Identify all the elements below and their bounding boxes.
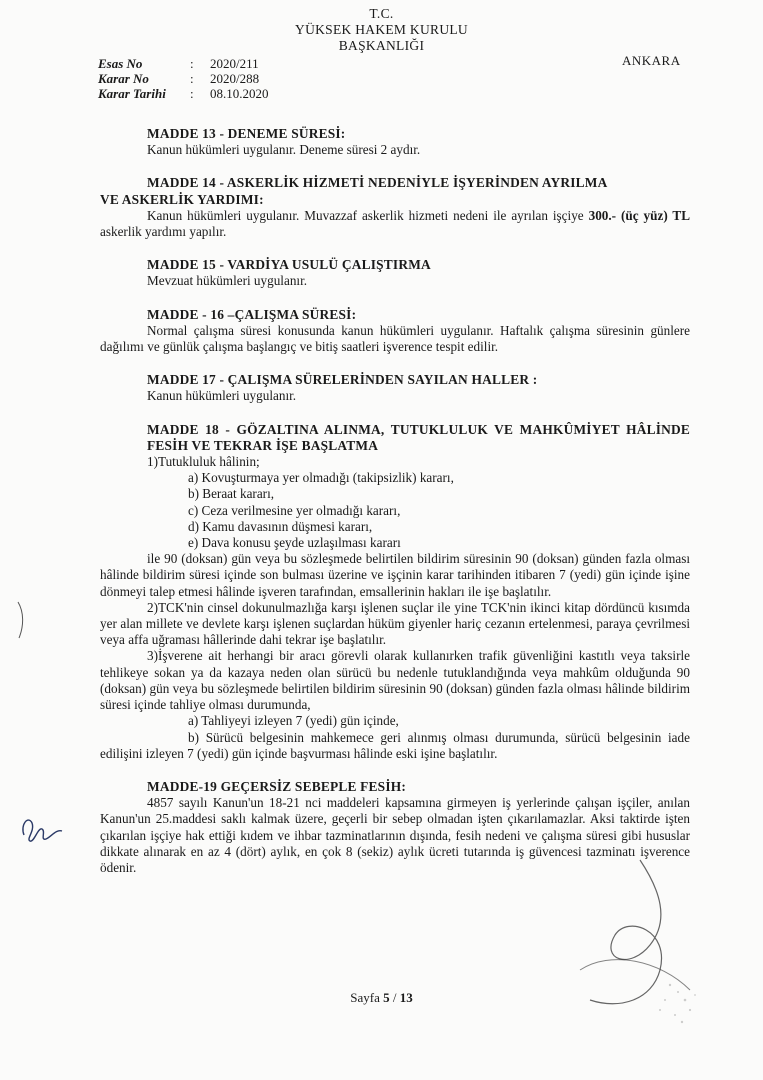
karar-row bbox=[98, 71, 269, 86]
article-18-p3-a: a) Tahliyeyi izleyen 7 (yedi) gün içinde, bbox=[188, 713, 399, 729]
city-label: ANKARA bbox=[622, 53, 681, 68]
article-14-text bbox=[100, 208, 690, 240]
article-17-title: MADDE 17 - ÇALIŞMA SÜRELERİNDEN SAYILAN HALLER : bbox=[147, 372, 538, 388]
colon: : bbox=[190, 86, 194, 101]
page-total: 13 bbox=[399, 990, 413, 1005]
article-18-items bbox=[100, 470, 690, 551]
list-item: c) Ceza verilmesine yer olmadığı kararı, bbox=[188, 502, 401, 518]
esas-row bbox=[98, 56, 269, 71]
header-institution: YÜKSEK HAKEM KURULU bbox=[295, 22, 468, 37]
article-19-title: MADDE-19 GEÇERSİZ SEBEPLE FESİH: bbox=[147, 778, 407, 794]
article-14-title-b: VE ASKERLİK YARDIMI: bbox=[100, 191, 264, 207]
article-14-text-a: Kanun hükümleri uygulanır. Muvazzaf askerlik hizmeti nedeni ile ayrılan işçiye bbox=[147, 207, 589, 223]
article-13-text: Kanun hükümleri uygulanır. Deneme süresi 2 aydır. bbox=[147, 142, 421, 158]
case-meta bbox=[98, 56, 269, 101]
esas-label: Esas No bbox=[98, 56, 143, 71]
article-18-p1-rest: ile 90 (doksan) gün veya bu sözleşmede belirtilen bildirim süresinin 90 (doksan) günden fazla olması hâlinde bildirim süresi içinde son bulması üzerine ve işçinin karar tarihinden itibaren 7 (yedi) gün içinde işine dönmeyi talep etmesi hâlinde işveren tarafından, emsallerinin hakları ile işe başlatılır. bbox=[100, 551, 690, 599]
header-presidency: BAŞKANLIĞI bbox=[338, 38, 425, 53]
article-17-text: Kanun hükümleri uygulanır. bbox=[147, 388, 297, 404]
article-15-title: MADDE 15 - VARDİYA USULÜ ÇALIŞTIRMA bbox=[147, 257, 431, 273]
article-14-amount-words: (üç yüz) TL bbox=[621, 207, 691, 223]
article-18-p2: 2)TCK'nin cinsel dokunulmazlığa karşı işlenen suçlar ile yine TCK'nin ikinci kitap dördüncü kısımda yer alan millete ve devlete karşı işlenen suçlardan hüküm giyenler hariç cezanın ertelenmesi, paraya çevrilmesi veya affa uğraması hâllerinde dahi tekrar işe başlatılır. bbox=[100, 599, 690, 648]
article-18-p3: 3)İşverene ait herhangi bir aracı görevli olarak kullanırken trafik güvenliğini kastıtlı veya taksirle tehlikeye sokan ya da kazaya neden olan sürücü bu nedenle tutuklandığında veya mahkûm olduğunda 90 (doksan) gün veya bu sözleşmede belirtilen bildirim süresinin 90 (doksan) günden fazla olması hâlinde bildirim süresi içinde tahliye olması durumunda, bbox=[100, 648, 690, 713]
article-14-amount: 300.- bbox=[588, 207, 617, 223]
initial-signature-icon bbox=[18, 805, 66, 849]
tarih-label: Karar Tarihi bbox=[98, 86, 166, 101]
article-15-text: Mevzuat hükümleri uygulanır. bbox=[147, 273, 308, 289]
article-19-text: 4857 sayılı Kanun'un 18-21 nci maddeleri kapsamına girmeyen iş yerlerinde çalışan işçiler, anılan Kanun'un 25.maddesi saklı kalmak üzere, geçerli bir sebep olmadan işten çıkarılamazlar. Aksi taktirde işten çıkarılan işçiye hak ettiği kıdem ve ihbar tazminatlarının dışında, fesih nedeni ve çalışma süresi gibi hususlar dikkate alınarak en az 4 (dört) aylık, en çok 8 (sekiz) aylık ücreti tutarında iş güvencesi tazminatı işverence ödenir. bbox=[100, 795, 690, 875]
list-item: b) Beraat kararı, bbox=[188, 486, 275, 502]
list-item: e) Dava konusu şeyde uzlaşılması kararı bbox=[188, 535, 401, 551]
article-14-text-b: askerlik yardımı yapılır. bbox=[100, 224, 227, 240]
karar-label: Karar No bbox=[98, 71, 149, 86]
tarih-value: 08.10.2020 bbox=[210, 86, 269, 101]
list-item: d) Kamu davasının düşmesi kararı, bbox=[188, 518, 373, 534]
header-tc: T.C. bbox=[369, 6, 394, 21]
article-18-p1-intro: 1)Tutukluluk hâlinin; bbox=[147, 454, 260, 470]
article-13-title: MADDE 13 - DENEME SÜRESİ: bbox=[147, 126, 346, 141]
signature-scribble-icon bbox=[520, 850, 730, 1060]
article-16-text: Normal çalışma süresi konusunda kanun hükümleri uygulanır. Haftalık çalışma süresinin günlere dağılımı ve günlük çalışma başlangıç ve bitiş saatleri işverence tespit edilir. bbox=[100, 322, 690, 355]
document-body bbox=[100, 126, 690, 876]
colon: : bbox=[190, 71, 194, 86]
article-18-p3-b: b) Sürücü belgesinin mahkemece geri alınmış olması durumunda, sürücü belgesinin iade edilişini izleyen 7 (yedi) gün içinde başvurması hâlinde eski işine başlatılır. bbox=[100, 729, 690, 761]
page-prefix: Sayfa bbox=[350, 990, 384, 1005]
tarih-row bbox=[98, 86, 269, 101]
margin-mark-icon bbox=[14, 600, 28, 640]
article-18-title bbox=[100, 422, 690, 454]
colon: : bbox=[190, 56, 194, 71]
karar-value: 2020/288 bbox=[210, 71, 260, 86]
esas-value: 2020/211 bbox=[210, 56, 259, 71]
article-18-title-text: MADDE 18 - GÖZALTINA ALINMA, TUTUKLULUK VE MAHKÛMİYET HÂLİNDE FESİH VE TEKRAR İŞE BAŞLATMA bbox=[147, 421, 690, 453]
article-16-title: MADDE - 16 –ÇALIŞMA SÜRESİ: bbox=[147, 306, 357, 322]
page-separator: / bbox=[389, 990, 400, 1005]
list-item: a) Kovuşturmaya yer olmadığı (takipsizlik) kararı, bbox=[188, 470, 454, 486]
article-14-title-a: MADDE 14 - ASKERLİK HİZMETİ NEDENİYLE İŞYERİNDEN AYRILMA bbox=[147, 175, 608, 191]
page-number: 5 bbox=[383, 990, 390, 1005]
